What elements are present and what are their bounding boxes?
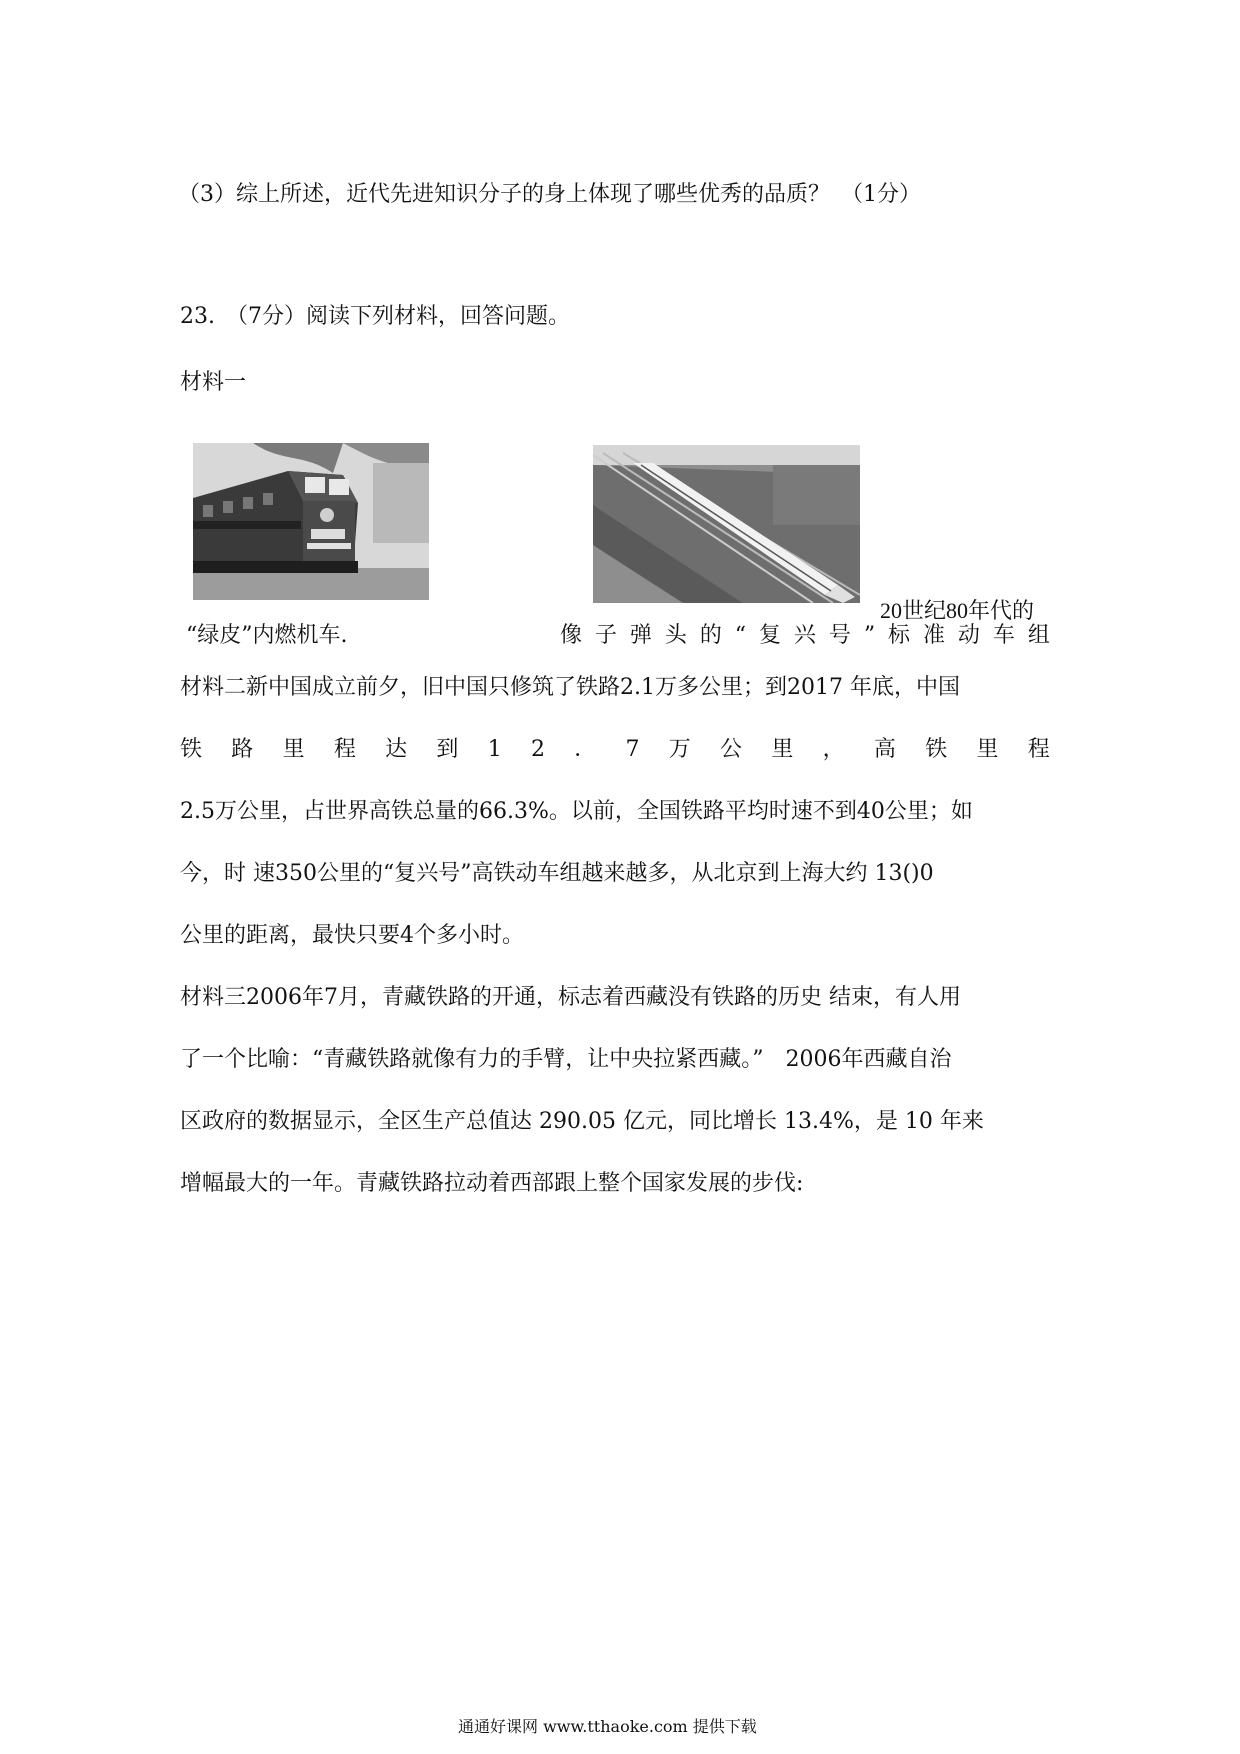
line-char: 程 <box>1027 737 1050 762</box>
caption-char: 兴 <box>793 623 816 648</box>
caption-char: 动 <box>957 623 980 648</box>
question-3-text: （3）综上所述，近代先进知识分子的身上体现了哪些优秀的品质？ （1分） <box>178 182 921 207</box>
material-1-label: 材料一 <box>180 370 247 395</box>
caption-char: 组 <box>1027 623 1050 648</box>
line-char: 公 <box>720 737 743 762</box>
line-char: 高 <box>873 737 896 762</box>
material-2-line-5: 公里的距离，最快只要4个多小时。 <box>180 923 524 948</box>
material-2-line-4: 今，时 速350公里的“复兴号”高铁动车组越来越多，从北京到上海大约 13()0 <box>180 861 934 886</box>
material-3-line-2: 了一个比喻：“青藏铁路就像有力的手臂，让中央拉紧西藏。” 2006年西藏自治 <box>180 1047 952 1072</box>
fuxing-caption <box>560 621 1050 651</box>
material-2-line-2 <box>180 735 1050 765</box>
diesel-locomotive-illustration <box>193 443 429 600</box>
caption-char: ” <box>863 623 876 648</box>
question-23-header: 23. （7分）阅读下列材料，回答问题。 <box>180 304 570 329</box>
line-char: 2 <box>530 737 545 762</box>
line-char: 万 <box>668 737 691 762</box>
caption-char: 复 <box>758 623 781 648</box>
caption-char: 标 <box>888 623 911 648</box>
caption-char: 准 <box>922 623 945 648</box>
line-char: 1 <box>487 737 502 762</box>
fuxing-train-illustration <box>593 445 860 603</box>
caption-char: 弹 <box>629 623 652 648</box>
material-3-line-4: 增幅最大的一年。青藏铁路拉动着西部跟上整个国家发展的步伐: <box>180 1171 804 1196</box>
line-char: 达 <box>385 737 408 762</box>
footer-source: 通通好课网 www.tthaoke.com 提供下载 <box>458 1717 757 1736</box>
caption-char: 车 <box>992 623 1015 648</box>
caption-char: 子 <box>594 623 617 648</box>
line-char: 路 <box>231 737 254 762</box>
line-char: 程 <box>333 737 356 762</box>
line-char: 里 <box>282 737 305 762</box>
material-3-line-1: 材料三2006年7月，青藏铁路的开通，标志着西藏没有铁路的历史 结束，有人用 <box>180 985 961 1010</box>
diesel-locomotive-photo <box>193 443 429 600</box>
line-char: 里 <box>976 737 999 762</box>
caption-char: 号 <box>828 623 851 648</box>
line-char: 7 <box>625 737 640 762</box>
caption-char: 像 <box>560 623 583 648</box>
line-char: 到 <box>436 737 459 762</box>
line-char: 铁 <box>180 737 203 762</box>
fuxing-caption-era: 20世纪80年代的 <box>880 598 1035 623</box>
line-char: ． <box>574 737 597 762</box>
caption-char: 的 <box>699 623 722 648</box>
line-char: 里 <box>771 737 794 762</box>
material-2-line-3: 2.5万公里，占世界高铁总量的66.3%。以前，全国铁路平均时速不到40公里；如 <box>180 799 973 824</box>
diesel-locomotive-caption: “绿皮”内燃机车. <box>186 623 348 648</box>
fuxing-train-photo <box>593 445 860 603</box>
caption-char: 头 <box>664 623 687 648</box>
line-char: 铁 <box>925 737 948 762</box>
material-2-line-1: 材料二新中国成立前夕，旧中国只修筑了铁路2.1万多公里；到2017 年底，中国 <box>180 675 960 700</box>
line-char: ， <box>822 737 845 762</box>
material-3-line-3: 区政府的数据显示，全区生产总值达 290.05 亿元，同比增长 13.4%，是 10 年来 <box>180 1109 984 1134</box>
caption-char: “ <box>734 623 747 648</box>
